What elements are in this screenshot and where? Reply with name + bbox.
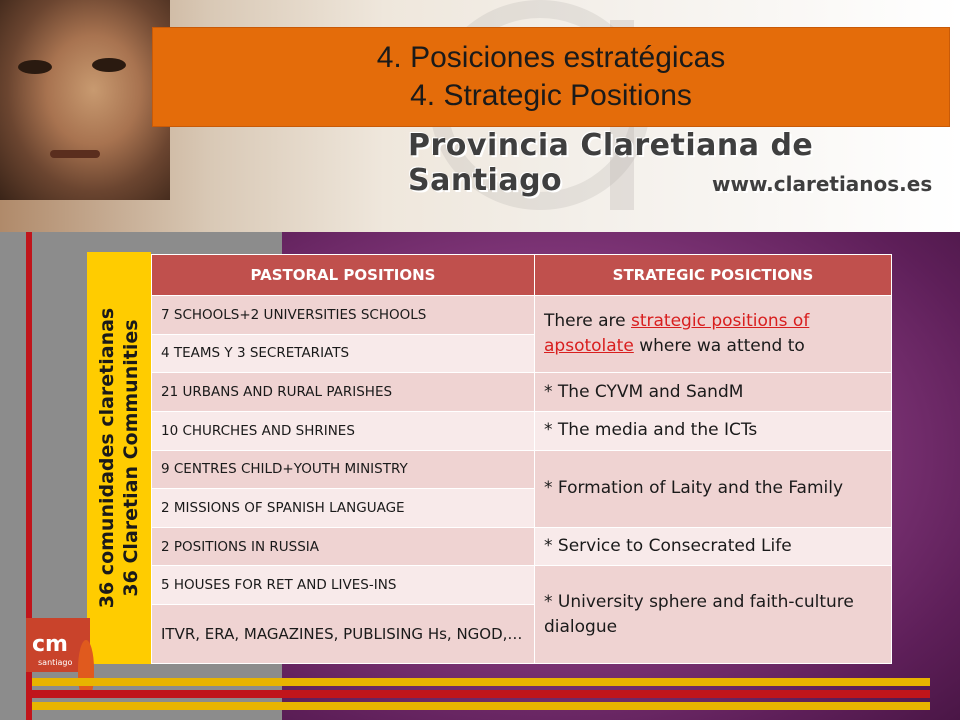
table-row <box>152 566 892 605</box>
bottom-stripe <box>32 702 930 710</box>
table-row <box>152 527 892 566</box>
intro-highlight: strategic positions of apsotolate <box>544 311 810 357</box>
pastoral-cell: 7 SCHOOLS+2 UNIVERSITIES SCHOOLS <box>152 296 535 335</box>
strategic-cell: * University sphere and faith-culture dialogue <box>535 566 892 664</box>
header-strategic: STRATEGIC POSICTIONS <box>535 255 892 296</box>
table-row <box>152 450 892 489</box>
portrait-eye <box>92 58 126 72</box>
strategic-cell-intro <box>535 296 892 373</box>
title-box <box>152 27 950 127</box>
communities-label-es: 36 comunidades claretianas <box>96 307 118 609</box>
logo-subtext: santiago <box>38 658 73 667</box>
table-row <box>152 296 892 335</box>
bottom-stripe <box>32 690 930 698</box>
strategic-cell: * The media and the ICTs <box>535 411 892 450</box>
title-spanish: 4. Posiciones estratégicas <box>376 41 726 74</box>
pastoral-cell: 2 MISSIONS OF SPANISH LANGUAGE <box>152 489 535 528</box>
strategic-cell: * The CYVM and SandM <box>535 373 892 412</box>
strategic-cell: * Formation of Laity and the Family <box>535 450 892 527</box>
positions-table <box>151 254 892 664</box>
header-pastoral: PASTORAL POSITIONS <box>152 255 535 296</box>
logo-text: cm <box>32 632 68 657</box>
pastoral-cell: 4 TEAMS Y 3 SECRETARIATS <box>152 334 535 373</box>
pastoral-cell: 5 HOUSES FOR RET AND LIVES-INS <box>152 566 535 605</box>
communities-label-en: 36 Claretian Communities <box>120 319 142 597</box>
table-row <box>152 411 892 450</box>
strategic-cell: * Service to Consecrated Life <box>535 527 892 566</box>
table-row <box>152 373 892 412</box>
pastoral-cell: 21 URBANS AND RURAL PARISHES <box>152 373 535 412</box>
pastoral-cell: 2 POSITIONS IN RUSSIA <box>152 527 535 566</box>
intro-text: There are <box>544 311 631 332</box>
title-english: 4. Strategic Positions <box>410 79 692 112</box>
portrait-eye <box>18 60 52 74</box>
table-header-row <box>152 255 892 296</box>
province-name: Provincia Claretiana de Santiago <box>408 128 814 198</box>
bottom-stripe <box>32 678 930 686</box>
website-text: www.claretianos.es <box>712 172 933 196</box>
intro-text-end: where wa attend to <box>633 336 805 357</box>
pastoral-cell: 9 CENTRES CHILD+YOUTH MINISTRY <box>152 450 535 489</box>
communities-label <box>95 308 143 609</box>
pastoral-cell: ITVR, ERA, MAGAZINES, PUBLISING Hs, NGOD,… <box>152 605 535 664</box>
portrait-image <box>0 0 170 200</box>
pastoral-cell: 10 CHURCHES AND SHRINES <box>152 411 535 450</box>
header-banner <box>0 0 960 232</box>
portrait-mouth <box>50 150 100 158</box>
